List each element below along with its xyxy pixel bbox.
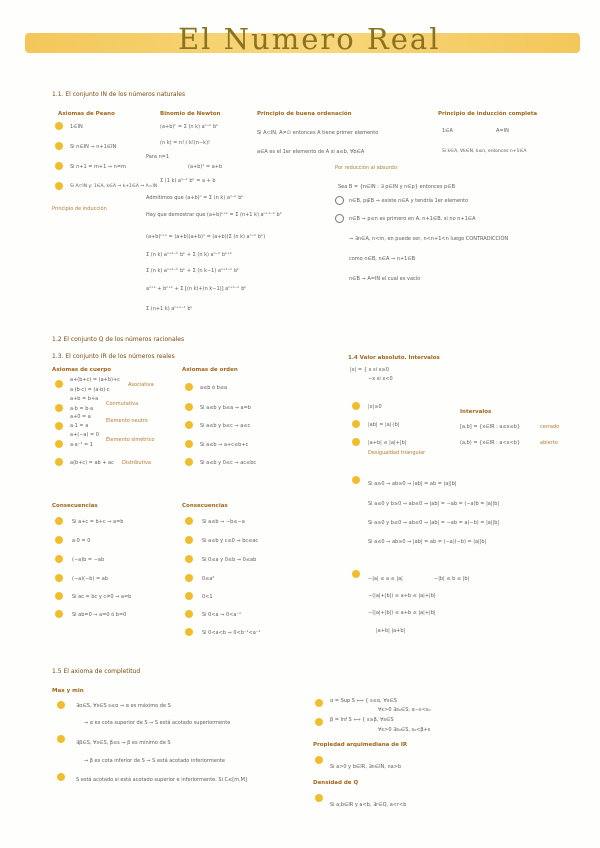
bullet — [185, 458, 193, 466]
abs-proof-line: Si a≤0 ⇒ ab≥0 ⇒ |ab| = ab = (−a)(−b) = |a||b| — [368, 539, 487, 545]
consequence: Si a+c = b+c ⇒ a=b — [72, 519, 124, 525]
body-axiom: a+(−a) = 0 — [70, 432, 99, 438]
order-axioms-title: Axiomas de orden — [182, 367, 238, 373]
completeness-line: S está acotado si está acotado superior e inferiormente. Si C≤[m,M] — [76, 777, 247, 783]
bullet — [185, 440, 193, 448]
consequence: Si 0≤a y 0≤b ⇒ 0≤ab — [202, 557, 257, 563]
consequence: 0<1 — [202, 594, 213, 600]
abs-proof-line: Si a≤0 y b≥0 ⇒ ab≤0 ⇒ |ab| = −ab = (−a)b = |a||b| — [368, 501, 500, 507]
completeness-line: ∃α∈S, ∀s∈S s≤α ⇒ α es máximo de S — [76, 703, 171, 709]
abs-proof-line: |a+b| |a+b| — [376, 628, 406, 634]
consequence: a·0 = 0 — [72, 538, 91, 544]
bullet — [185, 383, 193, 391]
consequence: Si a≤b y c≤0 ⇒ bc≤ac — [202, 538, 259, 544]
bullet — [185, 421, 193, 429]
archimedean-title: Propiedad arquimediana de IR — [313, 742, 408, 748]
consequence: (−a)b = −ab — [72, 557, 105, 563]
body-axiom: a+0 = a — [70, 414, 91, 420]
abs-proof-line: Si a≥0 y b≤0 ⇒ ab≤0 ⇒ |ab| = −ab = a(−b) = |a||b| — [368, 520, 500, 526]
bullet — [55, 592, 63, 600]
abs-proof-line: −(|a|+|b|) ≤ a+b ≤ |a|+|b| — [368, 610, 436, 616]
newton-title: Binomio de Newton — [160, 111, 221, 117]
completeness-line: ∃β∈S, ∀s∈S, β≤s ⇒ β es mínimo de S — [76, 740, 171, 746]
axiom-label: Elemento simétrico — [106, 437, 155, 443]
good-order-text: Si A⊂IN, A≠∅ entonces A tiene primer elemento — [257, 130, 379, 136]
consequence: (−a)(−b) = ab — [72, 576, 109, 582]
interval: [a,b] = {x∈IR : a≤x≤b} — [460, 424, 521, 430]
bullet — [55, 574, 63, 582]
newton-line: (a+b)¹ = a+b — [188, 164, 223, 170]
newton-line: aⁿ⁺¹ + bⁿ⁺¹ + Σ [(n k)+(n k−1)] aⁿ⁺¹⁻ᵏ bᵏ — [146, 286, 247, 292]
bullet — [55, 610, 63, 618]
bullet — [55, 536, 63, 544]
newton-line: Para n=1 — [146, 154, 170, 160]
good-order-title: Principio de buena ordenación — [257, 111, 352, 117]
bullet — [315, 794, 323, 802]
abs-def: −x si x<0 — [368, 376, 393, 382]
inf-def: β = Inf S ⟺ { s≥β, ∀s∈S — [330, 717, 394, 723]
axiom-label: Elemento neutro — [106, 418, 148, 424]
body-axiom: a+b = b+a — [70, 396, 99, 402]
newton-line: Admitimos que (a+b)ⁿ = Σ (n k) aⁿ⁻ᵏ bᵏ — [146, 195, 244, 201]
bullet — [55, 555, 63, 563]
body-axiom: a·(b·c) = (a·b)·c — [70, 387, 110, 393]
body-axiom: a·a⁻¹ = 1 — [70, 442, 93, 448]
bullet — [55, 162, 63, 170]
bullet — [185, 517, 193, 525]
complete-line: Si k∈A, ∀k∈N, k≤n, entonces n+1∈A — [442, 149, 527, 154]
interval: (a,b) = {x∈IR : a<x<b} — [460, 440, 521, 446]
reduction-line: n∈B ⇒ p≤n es primero en A, n+1∈B, si no n+1∈A — [349, 216, 476, 222]
newton-line: (n k) = n! / k!(n−k)! — [160, 140, 211, 146]
axiom-label: Conmutativa — [106, 401, 139, 407]
section-heading-reals: 1.3. El conjunto IR de los números reales — [52, 353, 175, 360]
body-axiom: a(b+c) = ab + ac — [70, 460, 114, 466]
reduction-line: Sea B = {n∈IN : ∃ p∈IN y n∈p} entonces p∈B — [338, 184, 455, 190]
bullet — [185, 592, 193, 600]
density-title: Densidad de Q — [313, 780, 359, 786]
newton-line: Σ (1 k) a¹⁻ᵏ bᵏ = a + b — [160, 178, 216, 184]
archimedean-text: Si a>0 y b∈IR, ∃n∈IN, na>b — [330, 764, 402, 770]
bullet — [57, 773, 65, 781]
sup-def: ∀ε>0 ∃s₀∈S, α−ε<s₀ — [378, 707, 431, 713]
interval-label: cerrado — [540, 424, 560, 430]
bullet — [185, 574, 193, 582]
bullet — [352, 476, 360, 484]
page-title: El Numero Real — [178, 22, 441, 56]
newton-line: (a+b)ⁿ⁺¹ = (a+b)(a+b)ⁿ = (a+b)(Σ (n k) aⁿ⁻ᵏ bᵏ) — [146, 234, 266, 240]
peano-axiom: 1∈IN — [70, 124, 83, 130]
order-axiom: Si a≤b y b≤a ⇒ a=b — [200, 405, 251, 411]
bullet — [315, 756, 323, 764]
interval-label: abierto — [540, 440, 558, 446]
bullet — [55, 380, 63, 388]
abs-proof-line: −|a| ≤ a ≤ |a| — [368, 576, 403, 582]
bullet — [352, 402, 360, 410]
intervals-title: Intervalos — [460, 409, 492, 415]
body-axiom: a+(b+c) = (a+b)+c — [70, 377, 120, 383]
newton-formula: (a+b)ⁿ = Σ (n k) aⁿ⁻ᵏ bᵏ — [160, 124, 219, 130]
bullet — [55, 142, 63, 150]
section-heading-rationals: 1.2 El conjunto Q de los números racionales — [52, 336, 185, 343]
complete-induction-title: Principio de inducción completa — [438, 111, 538, 117]
consequence: Si 0<a<b ⇒ 0<b⁻¹<a⁻¹ — [202, 630, 261, 636]
bullet — [55, 440, 63, 448]
abs-title: 1.4 Valor absoluto. Intervalos — [348, 355, 440, 361]
abs-proof-line: Si a≥0 ⇒ ab≥0 ⇒ |ab| = ab = |a||b| — [368, 481, 457, 487]
circle-bullet — [335, 214, 344, 223]
bullet — [185, 610, 193, 618]
induction-label: Principio de inducción — [52, 206, 107, 212]
abs-proof-line: −|b| ≤ b ≤ |b| — [434, 576, 470, 582]
newton-line: Σ (n+1 k) aⁿ⁺¹⁻ᵏ bᵏ — [146, 306, 193, 312]
bullet — [57, 735, 65, 743]
consequences-title: Consecuencias — [52, 503, 98, 509]
bullet — [352, 570, 360, 578]
max-min-title: Max y min — [52, 688, 84, 694]
bullet — [185, 628, 193, 636]
order-axiom: Si a≤b y b≤c ⇒ a≤c — [200, 423, 251, 429]
peano-title: Axiomas de Peano — [58, 111, 115, 117]
circle-bullet — [335, 196, 344, 205]
abs-prop: |x|≥0 — [368, 404, 382, 410]
bullet — [315, 718, 323, 726]
peano-axiom: Si n∈IN ⇒ n+1∈IN — [70, 144, 117, 150]
abs-prop: |a+b| ≤ |a|+|b| — [368, 440, 407, 446]
bullet — [55, 122, 63, 130]
section-heading-completeness: 1.5 El axioma de completitud — [52, 668, 141, 675]
bullet — [55, 458, 63, 466]
consequence: Si 0<a ⇒ 0<a⁻¹ — [202, 612, 242, 618]
bullet — [55, 422, 63, 430]
peano-axiom: Si n+1 = m+1 ⇒ n=m — [70, 164, 126, 170]
reduction-title: Por reducción al absurdo: — [335, 165, 399, 171]
consequences-title: Consecuencias — [182, 503, 228, 509]
consequence: Si a≤b ⇒ −b≤−a — [202, 519, 245, 525]
bullet — [55, 404, 63, 412]
complete-line: A=IN — [496, 128, 509, 134]
bullet — [55, 182, 63, 190]
reduction-line: n∈B ⇒ A=IN el cual es vacío — [349, 276, 421, 282]
newton-line: Σ (n k) aⁿ⁺¹⁻ᵏ bᵏ + Σ (n k−1) aⁿ⁺¹⁻ᵏ bᵏ — [146, 268, 240, 274]
reduction-line: ⇒ ∃n∈A, n<m, en puede ser, n<n+1<n luego CONTRADICCIÓN — [349, 236, 509, 242]
bullet — [315, 699, 323, 707]
newton-line: Σ (n k) aⁿ⁺¹⁻ᵏ bᵏ + Σ (n k) aⁿ⁻ᵏ bᵏ⁺¹ — [146, 252, 232, 258]
axiom-label: Distributiva — [122, 460, 151, 466]
section-heading-naturals: 1.1. El conjunto IN de los números naturales — [52, 91, 186, 98]
bullet — [55, 517, 63, 525]
order-axiom: Si a≤b y 0≤c ⇒ ac≤bc — [200, 460, 257, 466]
body-axiom: a·1 = a — [70, 423, 89, 429]
bullet — [185, 403, 193, 411]
sup-def: α = Sup S ⟺ { s≤α, ∀s∈S — [330, 698, 397, 704]
order-axiom: Si a≤b ⇒ a+c≤b+c — [200, 442, 249, 448]
completeness-line: ⇒ α es cota superior de S ⇒ S está acotado superiormente — [84, 720, 231, 726]
bullet — [57, 701, 65, 709]
bullet — [352, 420, 360, 428]
abs-prop: |ab| = |a|·|b| — [368, 422, 400, 428]
consequence: Si ab=0 ⇒ a=0 ó b=0 — [72, 612, 127, 618]
bullet — [352, 438, 360, 446]
completeness-line: ⇒ β es cota inferior de S ⇒ S está acotado inferiormente — [84, 758, 225, 764]
density-text: Si a,b∈IR y a<b, ∃r∈Q, a<r<b — [330, 802, 407, 808]
bullet — [185, 555, 193, 563]
body-axiom: a·b = b·a — [70, 406, 94, 412]
reduction-line: n∈B, p∉B ⇒ existe n∈A y tendría 1er elemento — [349, 198, 469, 204]
axiom-label: Asociativa — [128, 382, 154, 388]
inf-def: ∀ε>0 ∃s₀∈S, s₀<β+ε — [378, 727, 431, 733]
reduction-line: como n∈B, n∈A ⇒ n+1∈B — [349, 256, 416, 262]
peano-axiom: Si A⊂IN y: 1∈A, k∈A ⇒ k+1∈A ⇒ A=IN — [70, 184, 158, 189]
abs-def: |x| = { x si x≥0 — [350, 367, 389, 373]
good-order-text: a∈A es el 1er elemento de A si a≤b, ∀b∈A — [257, 149, 365, 155]
consequence: Si ac = bc y c≠0 ⇒ a=b — [72, 594, 132, 600]
triangular-label: Desigualdad triangular — [368, 450, 426, 456]
abs-proof-line: −(|a|+|b|) ≤ a+b ≤ |a|+|b| — [368, 593, 436, 599]
newton-line: Hay que demostrar que (a+b)ⁿ⁺¹ = Σ (n+1 k) aⁿ⁺¹⁻ᵏ bᵏ — [146, 212, 282, 218]
bullet — [185, 536, 193, 544]
order-axiom: a≤b ó b≤a — [200, 385, 228, 391]
consequence: 0≤a² — [202, 576, 215, 582]
body-axioms-title: Axiomas de cuerpo — [52, 367, 112, 373]
complete-line: 1∈A — [442, 128, 453, 134]
